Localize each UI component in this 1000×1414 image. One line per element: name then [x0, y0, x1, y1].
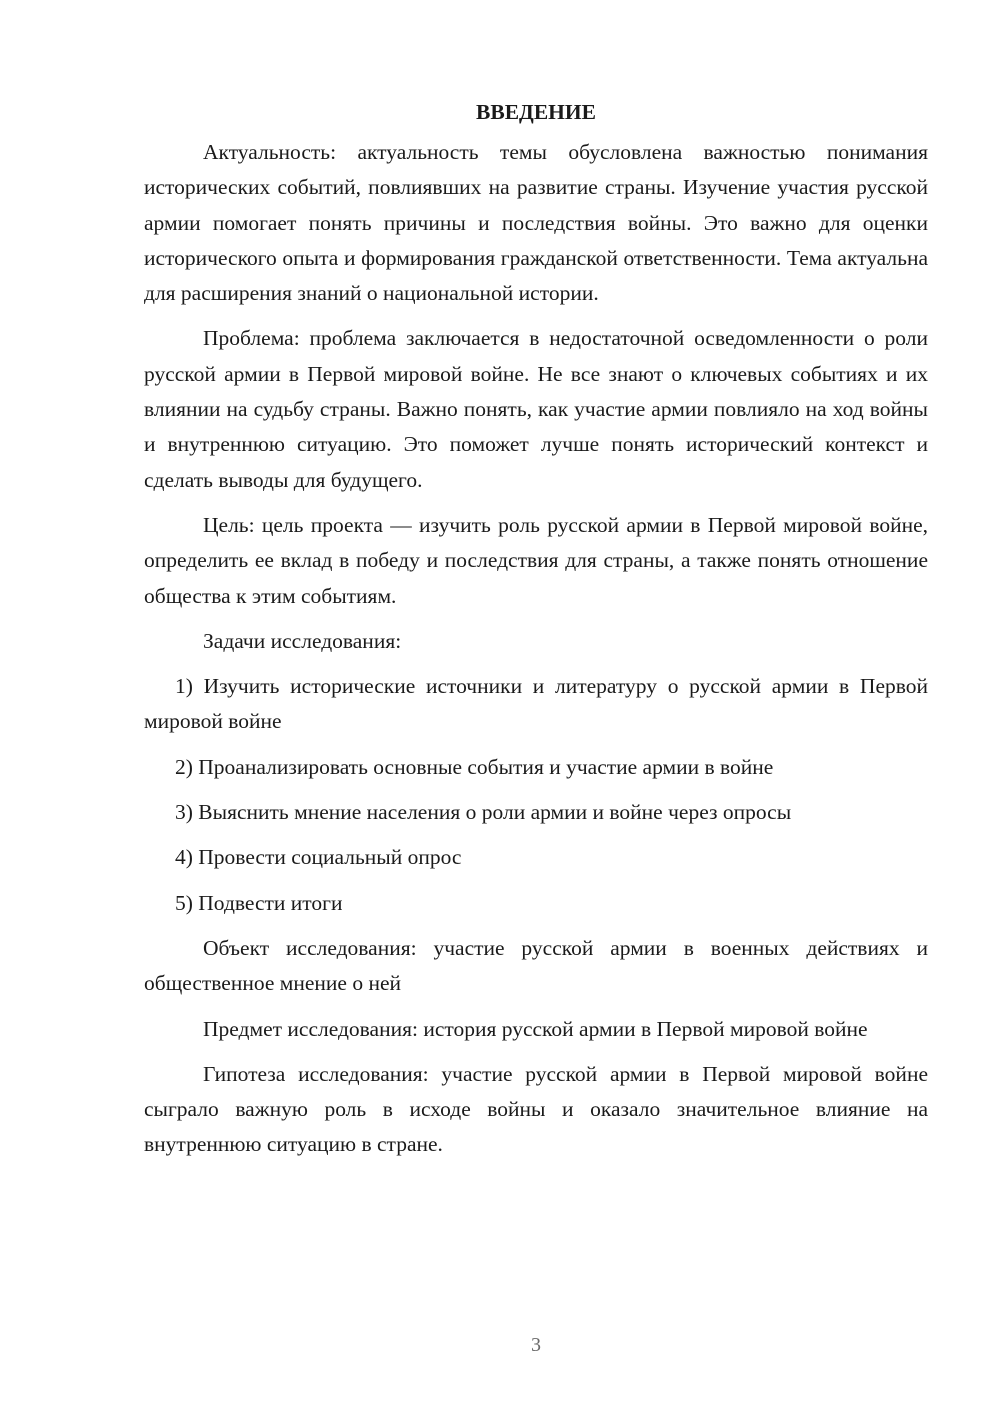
hypothesis-paragraph: Гипотеза исследования: участие русской армии в Первой мировой войне сыграло важную роль в исходе войны и оказало значительное влияние на внутреннюю ситуацию в стране.	[144, 1061, 928, 1157]
task-item: 5) Подвести итоги	[175, 890, 343, 915]
goal-paragraph: Цель: цель проекта — изучить роль русской армии в Первой мировой войне, определить ее вклад в победу и последствия для страны, а также понять отношение общества к этим событиям.	[144, 512, 928, 608]
task-item: 1) Изучить исторические источники и литературу о русской армии в Первой мировой войне	[144, 674, 928, 734]
problem-paragraph: Проблема: проблема заключается в недостаточной осведомленности о роли русской армии в Первой мировой войне. Не все знают о ключевых событиях и их влиянии на судьбу страны. Важно понять, как участие армии повлияло на ход войны и внутреннюю ситуацию. Это поможет лучше понять исторический контекст и сделать выводы для будущего.	[144, 326, 928, 492]
task-item: 2) Проанализировать основные события и участие армии в войне	[175, 754, 774, 779]
subject-paragraph: Предмет исследования: история русской армии в Первой мировой войне	[203, 1016, 868, 1041]
task-item: 4) Провести социальный опрос	[175, 845, 462, 870]
task-item: 3) Выяснить мнение населения о роли армии и войне через опросы	[175, 800, 792, 825]
section-title: ВВЕДЕНИЕ	[476, 100, 596, 124]
tasks-heading: Задачи исследования:	[203, 628, 402, 653]
relevance-paragraph: Актуальность: актуальность темы обусловлена важностью понимания исторических событий, повлиявших на развитие страны. Изучение участия русской армии помогает понять причины и последствия войны. Это важно для оценки исторического опыта и формирования гражданской ответственности. Тема актуальна для расширения знаний о национальной истории.	[144, 140, 928, 306]
tasks-list	[144, 669, 928, 921]
page-number: 3	[531, 1334, 541, 1356]
document-page	[144, 96, 928, 1173]
object-paragraph: Объект исследования: участие русской армии в военных действиях и общественное мнение о ней	[144, 935, 928, 996]
